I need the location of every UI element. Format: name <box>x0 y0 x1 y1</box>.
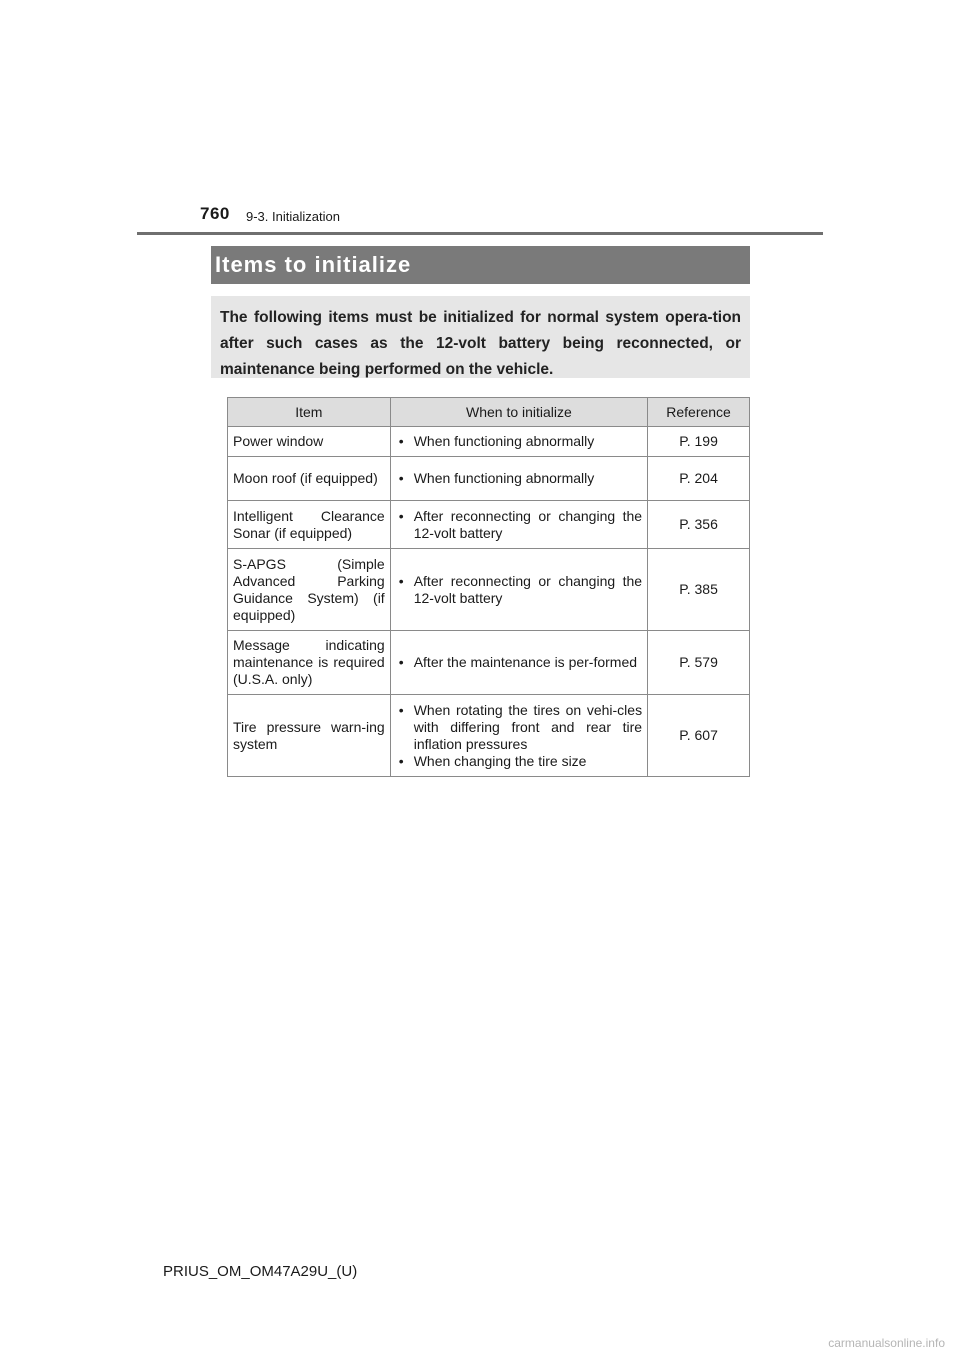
bullet-item: • When functioning abnormally <box>396 433 642 450</box>
when-cell <box>390 695 647 777</box>
bullet-item: • After the maintenance is per-formed <box>396 654 642 671</box>
table-row <box>228 457 750 501</box>
watermark: carmanualsonline.info <box>828 1336 945 1350</box>
table-header-row <box>228 398 750 427</box>
column-header-when: When to initialize <box>390 398 647 427</box>
reference-cell: P. 607 <box>648 695 750 777</box>
item-cell: Moon roof (if equipped) <box>228 457 391 501</box>
page-number: 760 <box>200 204 230 223</box>
column-header-reference: Reference <box>648 398 750 427</box>
reference-cell: P. 356 <box>648 501 750 549</box>
item-cell: S-APGS (Simple Advanced Parking Guidance System) (if equipped) <box>228 549 391 631</box>
when-cell <box>390 549 647 631</box>
item-cell: Message indicating maintenance is required (U.S.A. only) <box>228 631 391 695</box>
section-title: Items to initialize <box>211 246 750 284</box>
reference-cell: P. 579 <box>648 631 750 695</box>
header-divider <box>137 232 823 235</box>
bullet-item: • When changing the tire size <box>396 753 642 770</box>
table-row <box>228 427 750 457</box>
when-cell <box>390 457 647 501</box>
section-reference: 9-3. Initialization <box>246 209 340 224</box>
column-header-item: Item <box>228 398 391 427</box>
table-row <box>228 501 750 549</box>
item-cell: Tire pressure warn-ing system <box>228 695 391 777</box>
table-row <box>228 549 750 631</box>
table-row <box>228 631 750 695</box>
reference-cell: P. 385 <box>648 549 750 631</box>
bullet-item: • When functioning abnormally <box>396 470 642 487</box>
when-cell <box>390 631 647 695</box>
item-cell: Intelligent Clearance Sonar (if equipped) <box>228 501 391 549</box>
when-cell <box>390 501 647 549</box>
bullet-item: • After reconnecting or changing the 12-volt battery <box>396 508 642 542</box>
document-id: PRIUS_OM_OM47A29U_(U) <box>163 1263 358 1280</box>
reference-cell: P. 204 <box>648 457 750 501</box>
item-cell: Power window <box>228 427 391 457</box>
when-cell <box>390 427 647 457</box>
bullet-item: • When rotating the tires on vehi-cles with differing front and rear tire inflation pressures <box>396 702 642 753</box>
intro-text: The following items must be initialized for normal system opera-tion after such cases as the 12-volt battery being reconnected, or maintenance being performed on the vehicle. <box>211 296 750 378</box>
reference-cell: P. 199 <box>648 427 750 457</box>
table-row <box>228 695 750 777</box>
bullet-item: • After reconnecting or changing the 12-volt battery <box>396 573 642 607</box>
initialization-table <box>227 397 750 777</box>
